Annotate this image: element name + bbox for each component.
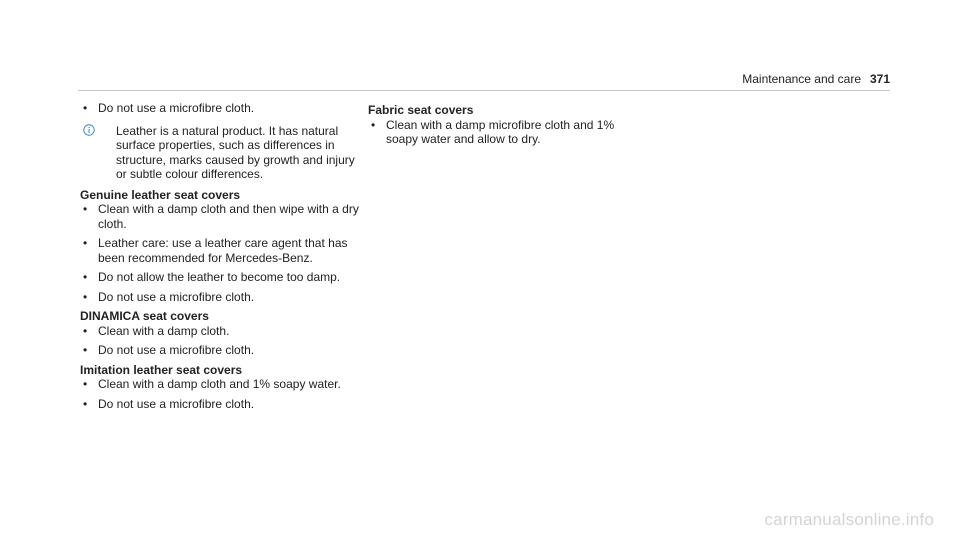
bullet-icon: • xyxy=(83,323,88,338)
bullet-icon: • xyxy=(83,396,88,411)
bullet-icon: • xyxy=(83,236,88,250)
list-item-text: Do not use a microfibre cloth. xyxy=(98,101,255,115)
list-item-text: Do not allow the leather to become too damp. xyxy=(98,270,341,284)
info-note xyxy=(80,124,360,182)
list-item xyxy=(80,377,360,392)
right-column xyxy=(368,101,628,152)
list-item xyxy=(80,343,360,358)
list-item-text: Do not use a microfibre cloth. xyxy=(98,396,255,411)
info-icon xyxy=(83,124,95,136)
section-heading-fabric: Fabric seat covers xyxy=(368,103,474,117)
list-item xyxy=(80,397,360,412)
bullet-icon: • xyxy=(83,202,88,216)
list-item-text: Clean with a damp cloth. xyxy=(98,323,230,338)
left-column xyxy=(80,101,360,416)
section-heading-genuine: Genuine leather seat covers xyxy=(80,187,241,202)
bullet-icon: • xyxy=(371,117,376,132)
list-item-text: Do not use a microfibre cloth. xyxy=(98,343,255,357)
list-item-text: Clean with a damp cloth and 1% soapy water. xyxy=(98,377,341,391)
list-item-text: Do not use a microfibre cloth. xyxy=(98,289,255,304)
list-item xyxy=(80,324,360,339)
bullet-icon: • xyxy=(83,343,88,357)
section-heading-dinamica: DINAMICA seat covers xyxy=(80,309,209,323)
bullet-icon: • xyxy=(83,101,88,115)
section-heading-imitation: Imitation leather seat covers xyxy=(80,362,243,377)
header-rule xyxy=(78,90,890,91)
watermark: carmanualsonline.info xyxy=(764,509,934,529)
list-item xyxy=(80,270,360,285)
bullet-icon: • xyxy=(83,377,88,391)
page-number: 371 xyxy=(869,72,890,86)
list-item xyxy=(368,118,628,147)
bullet-icon: • xyxy=(83,289,88,304)
list-item-text: Clean with a damp microfibre cloth and 1% soapy water and allow to dry. xyxy=(386,117,615,146)
bullet-icon: • xyxy=(83,270,88,284)
list-item xyxy=(80,290,360,305)
list-item xyxy=(80,236,360,265)
note-text: Leather is a natural product. It has natural surface properties, such as differences in structure, marks caused by growth and injury or subtle colour differences. xyxy=(116,123,355,181)
section-title: Maintenance and care xyxy=(742,72,861,86)
list-item xyxy=(80,101,360,116)
list-item-text: Leather care: use a leather care agent that has been recommended for Mercedes-Benz. xyxy=(98,236,348,265)
list-item xyxy=(80,202,360,231)
list-item-text: Clean with a damp cloth and then wipe with a dry cloth. xyxy=(98,202,359,231)
